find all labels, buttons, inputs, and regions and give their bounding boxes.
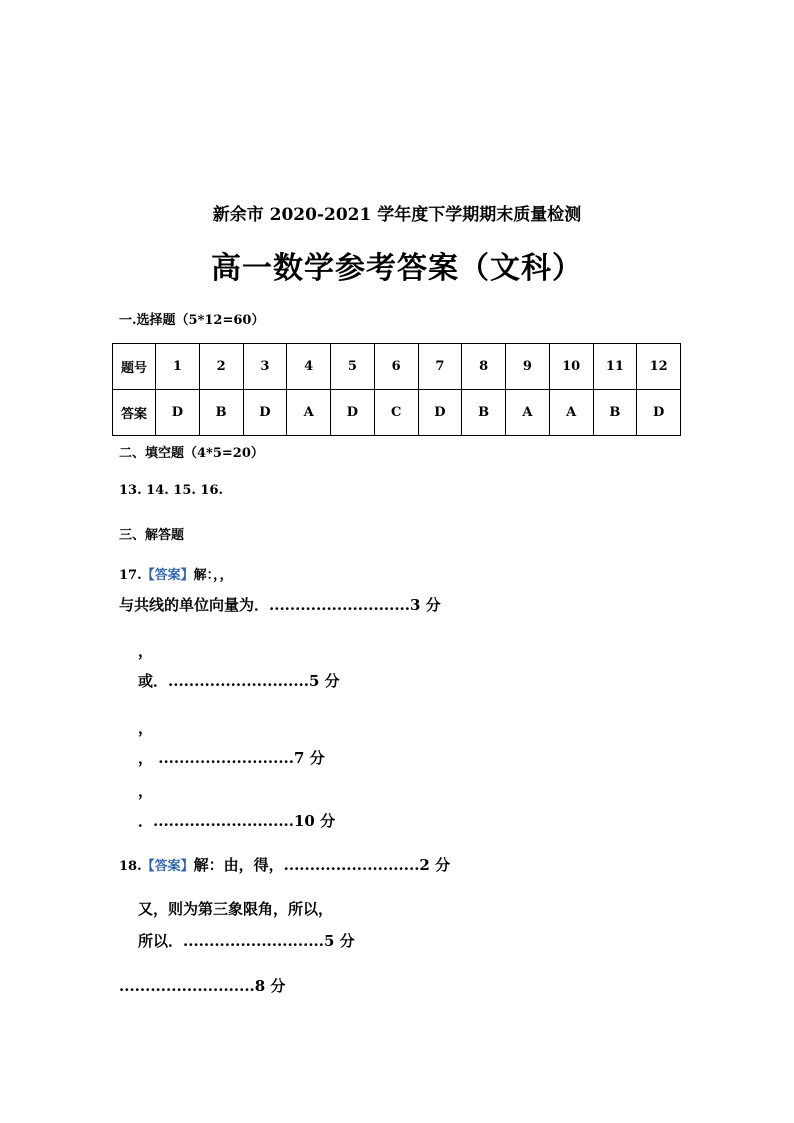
row-label-number: 题号 bbox=[113, 344, 156, 390]
table-cell: 2 bbox=[199, 344, 243, 390]
q17-line-3: 或．...........................5 分 bbox=[138, 672, 340, 690]
q17-header bbox=[119, 564, 233, 583]
table-cell: D bbox=[156, 390, 200, 436]
question-intro: 解：由，得，..........................2 分 bbox=[193, 856, 451, 874]
question-number: 17. bbox=[119, 568, 142, 583]
table-row-numbers bbox=[113, 344, 681, 390]
q18-line-1: 又，则为第三象限角，所以， bbox=[138, 900, 334, 918]
q17-line-2: ， bbox=[138, 642, 154, 660]
section-fill-content: 13. 14. 15. 16. bbox=[119, 483, 224, 498]
answer-tag: 【答案】 bbox=[141, 859, 194, 874]
section-fill-title: 二、填空题（4*5=20） bbox=[119, 446, 264, 461]
section-solution-title: 三、解答题 bbox=[119, 528, 185, 543]
table-cell: B bbox=[462, 390, 506, 436]
answer-table bbox=[112, 343, 681, 436]
row-label-answer: 答案 bbox=[113, 390, 156, 436]
table-row-answers bbox=[113, 390, 681, 436]
q17-line-4: ， bbox=[138, 719, 154, 737]
table-cell: B bbox=[199, 390, 243, 436]
q17-line-1: 与共线的单位向量为．...........................3 分 bbox=[119, 596, 441, 614]
q17-line-7: ．...........................10 分 bbox=[138, 812, 336, 830]
table-cell: 10 bbox=[549, 344, 593, 390]
table-cell: 8 bbox=[462, 344, 506, 390]
table-cell: 4 bbox=[287, 344, 331, 390]
table-cell: 11 bbox=[593, 344, 637, 390]
table-cell: 5 bbox=[331, 344, 375, 390]
q18-line-3: ..........................8 分 bbox=[119, 977, 286, 995]
table-cell: D bbox=[243, 390, 287, 436]
table-cell: 12 bbox=[637, 344, 681, 390]
q18-line-2: 所以．...........................5 分 bbox=[138, 932, 355, 950]
q18-header bbox=[119, 854, 450, 875]
table-cell: A bbox=[287, 390, 331, 436]
table-cell: B bbox=[593, 390, 637, 436]
table-cell: C bbox=[374, 390, 418, 436]
question-number: 18. bbox=[119, 859, 142, 874]
table-cell: D bbox=[331, 390, 375, 436]
table-cell: 1 bbox=[156, 344, 200, 390]
q17-line-5: ， ..........................7 分 bbox=[138, 749, 325, 767]
table-cell: 3 bbox=[243, 344, 287, 390]
document-subtitle: 新余市 2020-2021 学年度下学期期末质量检测 bbox=[212, 205, 582, 225]
section-choice-title: 一.选择题（5*12=60） bbox=[119, 313, 265, 328]
table-cell: 7 bbox=[418, 344, 462, 390]
q17-line-6: ， bbox=[138, 782, 154, 800]
table-cell: A bbox=[549, 390, 593, 436]
answer-tag: 【答案】 bbox=[141, 568, 194, 583]
table-cell: 6 bbox=[374, 344, 418, 390]
table-cell: A bbox=[506, 390, 550, 436]
document-title: 高一数学参考答案（文科） bbox=[211, 251, 583, 286]
question-intro: 解：，， bbox=[193, 568, 233, 583]
table-cell: D bbox=[637, 390, 681, 436]
table-cell: 9 bbox=[506, 344, 550, 390]
table-cell: D bbox=[418, 390, 462, 436]
